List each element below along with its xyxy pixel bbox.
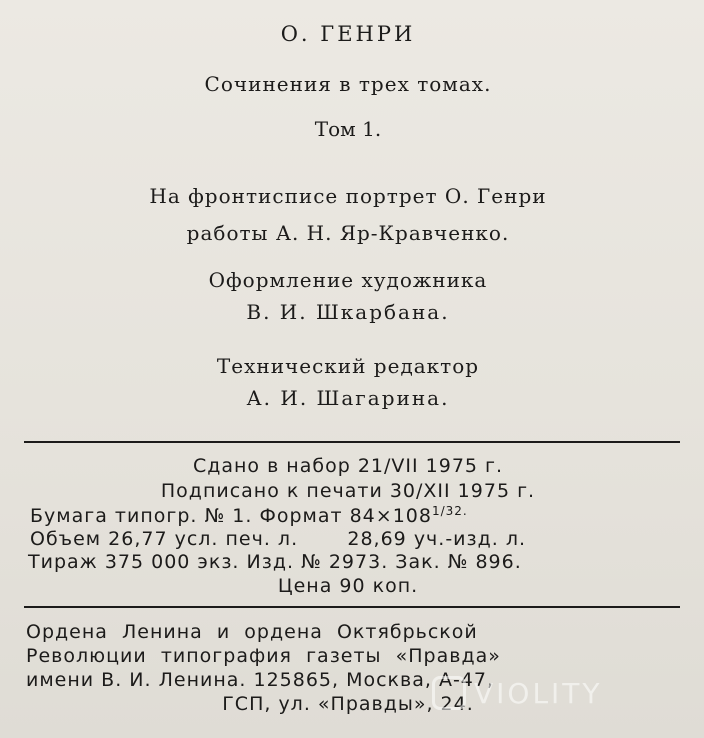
watermark-logo — [432, 670, 702, 716]
submitted-date: Сдано в набор 21/VII 1975 г. — [192, 455, 504, 477]
print-run: Тираж 375 000 экз. Изд. № 2973. Зак. № 896. — [28, 551, 522, 573]
printer-line-3: имени В. И. Ленина. 125865, Москва, А-47, — [26, 669, 495, 691]
paper-format — [30, 504, 680, 527]
tech-editor-line-2: А. И. Шагарина. — [246, 386, 450, 410]
price: Цена 90 коп. — [277, 575, 419, 597]
frontispiece-line-1: На фронтисписе портрет О. Генри — [149, 184, 547, 208]
divider-rule-top — [24, 441, 680, 443]
print-volume: Объем 26,77 усл. печ. л. 28,69 уч.-изд. л. — [30, 528, 527, 550]
work-title: Сочинения в трех томах. — [204, 72, 492, 96]
tech-editor-line-1: Технический редактор — [216, 354, 480, 378]
printer-line-2: Революции типография газеты «Правда» — [26, 645, 501, 667]
design-credit-line-2: В. И. Шкарбана. — [246, 300, 450, 324]
signed-date: Подписано к печати 30/XII 1975 г. — [160, 480, 536, 502]
author-name: О. ГЕНРИ — [280, 22, 416, 46]
printer-line-1: Ордена Ленина и ордена Октябрьской — [26, 621, 478, 643]
design-credit-line-1: Оформление художника — [208, 268, 488, 292]
watermark-icon — [432, 676, 466, 710]
divider-rule-bottom — [24, 606, 680, 608]
watermark-text: VIOLITY — [474, 676, 603, 710]
volume-number: Том 1. — [314, 117, 382, 141]
paper-format-fraction: 1/32. — [431, 504, 468, 518]
frontispiece-line-2: работы А. Н. Яр-Кравченко. — [186, 221, 510, 245]
printer-line-4: ГСП, ул. «Правды», 24. — [222, 693, 474, 715]
paper-format-text: Бумага типогр. № 1. Формат 84×108 — [30, 505, 432, 527]
